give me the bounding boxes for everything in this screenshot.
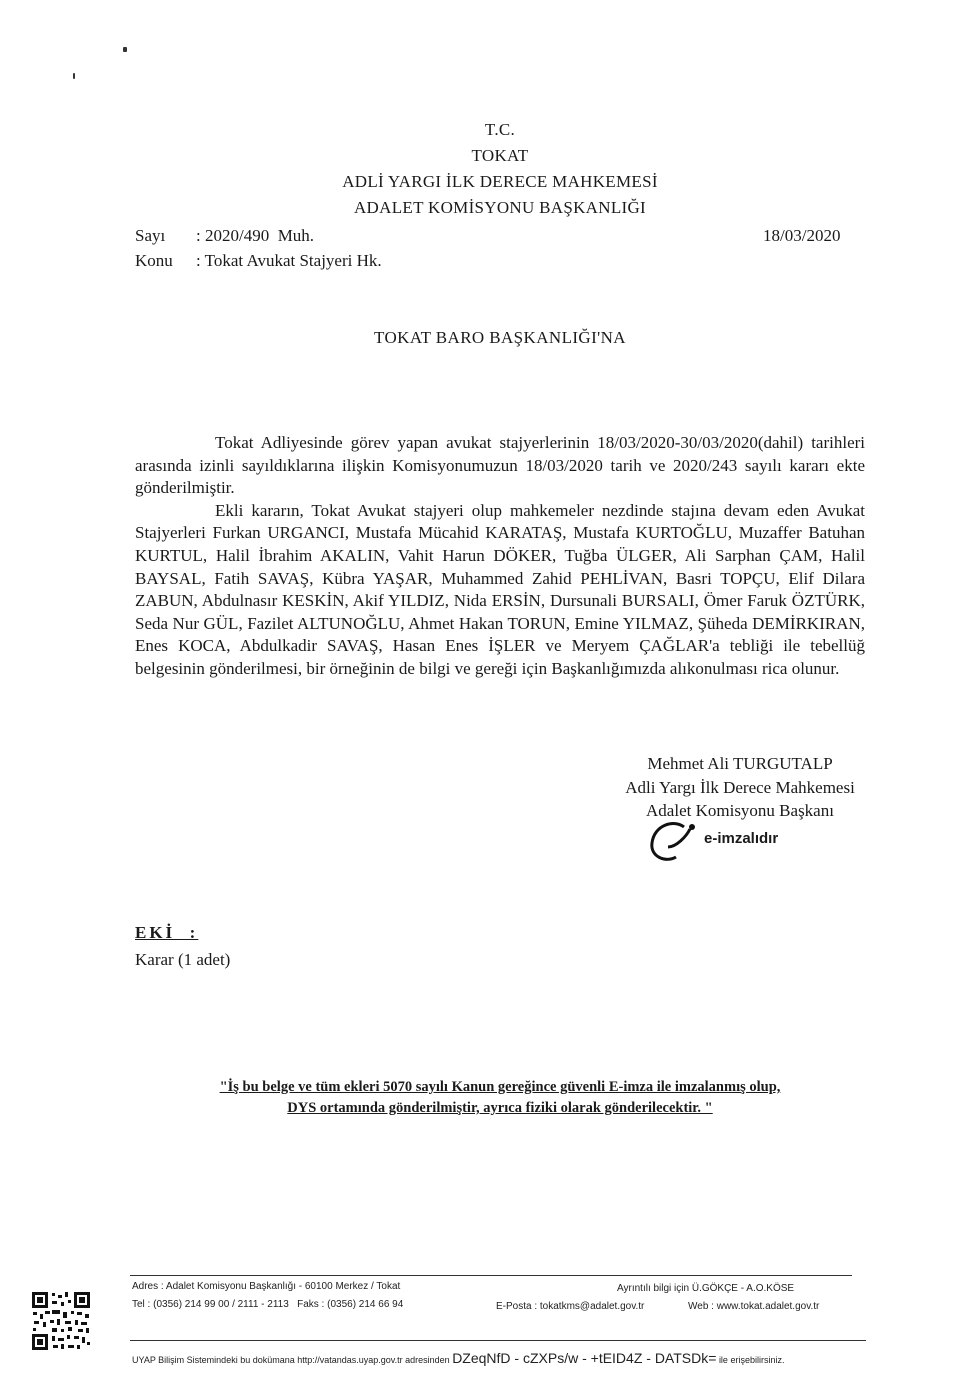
notice-line-1: "İş bu belge ve tüm ekleri 5070 sayılı Kanun gereğince güvenli E-imza ile imzalanmış olup, [219, 1079, 781, 1095]
attachment-item: Karar (1 adet) [135, 950, 231, 969]
konu-value: : Tokat Avukat Stajyeri Hk. [196, 251, 382, 270]
e-signature-label: e-imzalıdır [704, 830, 779, 847]
body-paragraph-1: Tokat Adliyesinde görev yapan avukat stajyerlerinin 18/03/2020-30/03/2020(dahil) tarihleri arasında izinli sayıldıklarına ilişkin Komisyonumuzun 18/03/2020 tarih ve 2020/243 sayılı kararı ekte gönderilmiştir. [135, 433, 865, 498]
body-paragraph-2: Ekli kararın, Tokat Avukat stajyeri olup mahkemeler nezdinde stajına devam eden Avukat Stajyerleri Furkan URGANCI, Mustafa Mücahid KARATAŞ, Mustafa KURTOĞLU, Muzaffer Batuhan KURTUL, Halil İbrahim AKALIN, Vahit Harun DÖKER, Tuğba ÜLGER, Ali Sarphan ÇAM, Halil BAYSAL, Fatih SAVAŞ, Kübra YAŞAR, Muhammed Zahid PEHLİVAN, Basri TOPÇU, Elif Dilara ZABUN, Abdulnasır KESKİN, Akif YILDIZ, Nida ERSİN, Dursunali BURSALI, Ömer Faruk ÖZTÜRK, Seda Nur GÜL, Fazilet ALTUNOĞLU, Ahmet Hakan TORUN, Emine YILMAZ, Şüheda DEMİRKIRAN, Enes KOCA, Abdulkadir SAVAŞ, Hasan Enes İŞLER ve Meryem ÇAĞLAR'a tebliği ile tebellüğ belgesinin gönderilmesi, bir örneğinin de bilgi ve gereği için Başkanlığımızda alıkonulması rica olunur. [135, 500, 865, 678]
signer-title-2: Adalet Komisyonu Başkanı [646, 801, 834, 820]
footer-phone: Tel : (0356) 214 99 00 / 2111 - 2113 Faks : (0356) 214 66 94 [132, 1299, 404, 1310]
scan-speck [73, 73, 75, 79]
header-city: TOKAT [471, 146, 529, 165]
document-date: 18/03/2020 [763, 226, 841, 245]
konu-label: Konu [135, 251, 173, 270]
sayi-value: : 2020/490 Muh. [196, 226, 315, 245]
scan-speck [123, 47, 127, 52]
footer-web: Web : www.tokat.adalet.gov.tr [688, 1301, 820, 1312]
notice-line-2: DYS ortamında gönderilmiştir, ayrıca fiziki olarak gönderilecektir. " [287, 1100, 713, 1116]
uyap-note [132, 1350, 784, 1366]
attachments-label: EKİ : [135, 923, 199, 942]
sayi-label: Sayı [135, 226, 166, 245]
footer-email: E-Posta : tokatkms@adalet.gov.tr [496, 1301, 645, 1312]
uyap-prefix: UYAP Bilişim Sistemindeki bu dokümana http://vatandas.uyap.gov.tr adresinden [132, 1355, 450, 1365]
signer-title-1: Adli Yargı İlk Derece Mahkemesi [625, 777, 855, 797]
e-signature-logo-icon [646, 817, 706, 867]
letter-body [135, 432, 865, 681]
recipient: TOKAT BARO BAŞKANLIĞI'NA [374, 328, 626, 347]
header-court: ADLİ YARGI İLK DERECE MAHKEMESİ [342, 172, 658, 191]
qr-code-icon [30, 1290, 92, 1352]
header-tc: T.C. [484, 120, 516, 139]
footer-address: Adres : Adalet Komisyonu Başkanlığı - 60100 Merkez / Tokat [132, 1281, 401, 1292]
header-commission: ADALET KOMİSYONU BAŞKANLIĞI [353, 198, 647, 217]
signature-block [580, 752, 900, 823]
uyap-code: DZeqNfD - cZXPs/w - +tEID4Z - DATSDk= [452, 1350, 717, 1366]
footer-top-rule [130, 1275, 852, 1276]
footer-info: Ayrıntılı bilgi için Ü.GÖKÇE - A.O.KÖSE [617, 1283, 795, 1294]
footer-bottom-rule [130, 1340, 866, 1341]
e-signature-notice [150, 1077, 850, 1119]
uyap-suffix: ile erişebilirsiniz. [718, 1355, 785, 1365]
signer-name: Mehmet Ali TURGUTALP [647, 754, 833, 773]
